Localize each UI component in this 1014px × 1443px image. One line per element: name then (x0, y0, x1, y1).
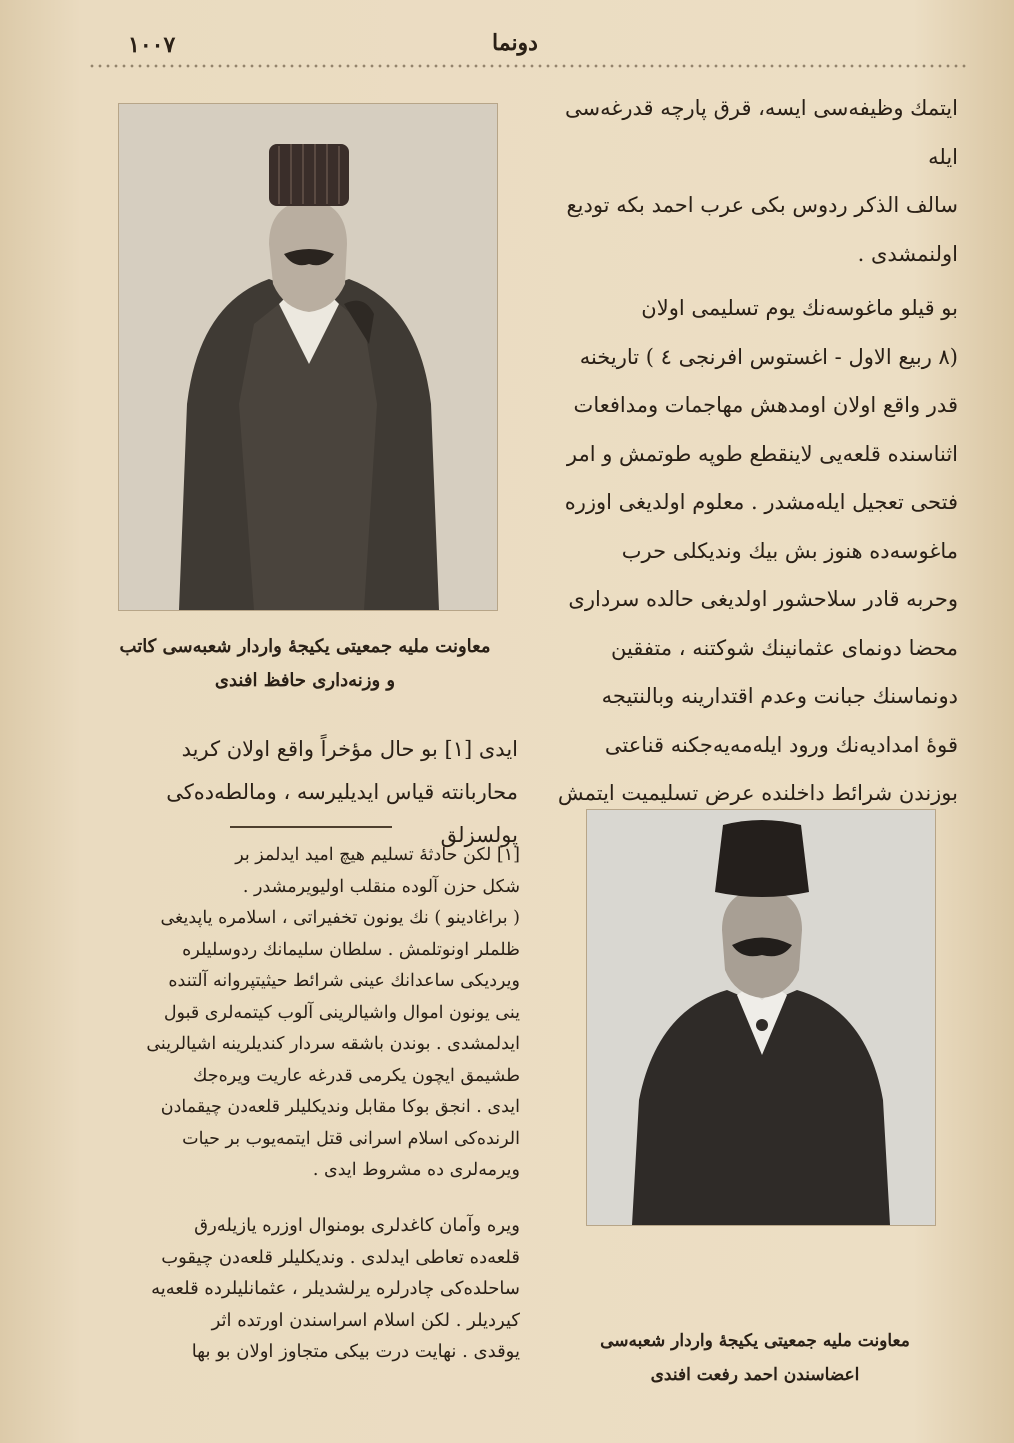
text-line: یوقدی . نهایت درت بیکی متجاوز اولان بو بها (191, 1341, 520, 1362)
portrait-photo-hafiz-efendi (118, 103, 498, 611)
text-line: محاربانته قیاس ایدیلیرسه ، ومالطه‌ده‌کی پولسزلق (166, 780, 518, 847)
footnote-line: [١] لکن حادثهٔ تسلیم هیچ امید ایدلمز بر (235, 845, 520, 865)
text-line: قدر واقع اولان اومدهش مهاجمات ومدافعات (573, 393, 958, 417)
footnote-line: ینی يونون اموال واشیالرینی آلوب کیتمه‌لری قبول (163, 1002, 520, 1023)
text-line: اولنمشدی . (857, 241, 958, 266)
footnote-line: الرنده‌کی اسلام اسرانی قتل ایتمه‌یوب بر حیات (182, 1128, 520, 1149)
text-line: وحربه قادر سلاحشور اولدیغی حالده سرداری (568, 587, 958, 611)
caption-line: اعضاسندن احمد رفعت افندی (650, 1365, 860, 1385)
header-divider (88, 62, 968, 70)
footnote-line: شکل حزن آلوده منقلب اولیویرمشدر . (242, 876, 520, 897)
footnote-block (90, 840, 520, 1187)
footnote-line: طشیمق ایچون یکرمی قدرغه عاریت ویره‌جك (193, 1065, 520, 1086)
text-line: بوزندن شرائط داخلنده عرض تسلیمیت ایتمش (557, 781, 958, 805)
right-column-text (540, 84, 958, 818)
text-line: محضا دونمای عثمانینك شوكتنه ، متفقین (610, 635, 958, 660)
left-column-text (92, 728, 518, 857)
text-line: کیردیلر . لکن اسلام اسراسندن اورتده اثر (211, 1309, 520, 1331)
photo-caption-1 (100, 630, 510, 698)
text-line: فتحی تعجیل ایله‌مشدر . معلوم اولدیغی اوزره (564, 490, 958, 514)
text-line: ویره وآمان کاغدلری بومنوال اوزره یازیله‌رق (194, 1215, 520, 1236)
footnote-line: ایدی . انجق بوکا مقابل وندیكلیلر قلعه‌دن چیقمادن (160, 1097, 520, 1117)
caption-line: معاونت ملیه جمعیتی یکیجهٔ واردار شعبه‌سی کاتب (119, 636, 491, 657)
footnote-line: ایدلمشدی . بوندن باشقه سردار کندیلرینه اشیالرینی (146, 1034, 520, 1054)
caption-line: و وزنه‌داری حافظ افندی (214, 670, 396, 691)
text-line: اثناسنده قلعه‌یی لاینقطع طوپه طوتمش و امر (566, 441, 958, 466)
text-line: ساحلده‌کی چادرلره یرلشدیلر ، عثمانلیلرده قلعه‌یه (151, 1278, 520, 1299)
text-line: ماغوسه‌ده هنوز بش بیك وندیكلی حرب (621, 538, 958, 563)
text-line: بو قیلو ماغوسه‌نك يوم تسلیمی اولان (641, 296, 958, 320)
caption-line: معاونت ملیه جمعیتی یکیجهٔ واردار شعبه‌سی (600, 1331, 910, 1351)
footnote-line: ویردیکی ساعدانك عینی شرائط حیثیتپروانه آلتنده (168, 971, 520, 991)
running-title: دونما (492, 30, 538, 56)
text-line: سالف الذکر ردوس بکی عرب احمد بکه تودیع (566, 193, 958, 217)
text-line: (٨ ربیع الاول - اغستوس افرنجی ٤ ) تاریخنه (579, 344, 958, 369)
photo-caption-2 (570, 1324, 940, 1392)
left-column-text-continued (90, 1210, 520, 1368)
portrait-photo-ahmed-rifat-efendi (586, 809, 936, 1226)
text-line: قوهٔ امدادیه‌نك ورود ایله‌مه‌یه‌جکنه قناعتی (604, 732, 958, 757)
footnote-line: ظلملر اونوتلمش . سلطان سلیمانك ردوسلیلره (182, 939, 520, 960)
footnote-divider (230, 826, 392, 828)
footnote-line: ویرمه‌لری ده مشروط ایدی . (312, 1160, 520, 1180)
footnote-line: ( براغادینو ) نك يونون تخفیراتی ، اسلامره یاپدیغی (160, 908, 520, 928)
text-line: قلعه‌ده تعاطی ایدلدی . وندیكلیلر قلعه‌دن چیقوب (161, 1246, 520, 1268)
portrait-illustration (587, 810, 935, 1225)
text-line: دونماسنك جبانت وعدم اقتدارینه وبالنتیجه (601, 684, 958, 708)
text-line: ایدی [١] بو حال مؤخراً واقع اولان کرید (181, 737, 518, 761)
page-number: ١٠٠٧ (128, 32, 176, 58)
text-line: ایتمك وظیفه‌سی ایسه، قرق پارچه قدرغه‌سی ایله (565, 96, 958, 169)
portrait-illustration (119, 104, 497, 610)
